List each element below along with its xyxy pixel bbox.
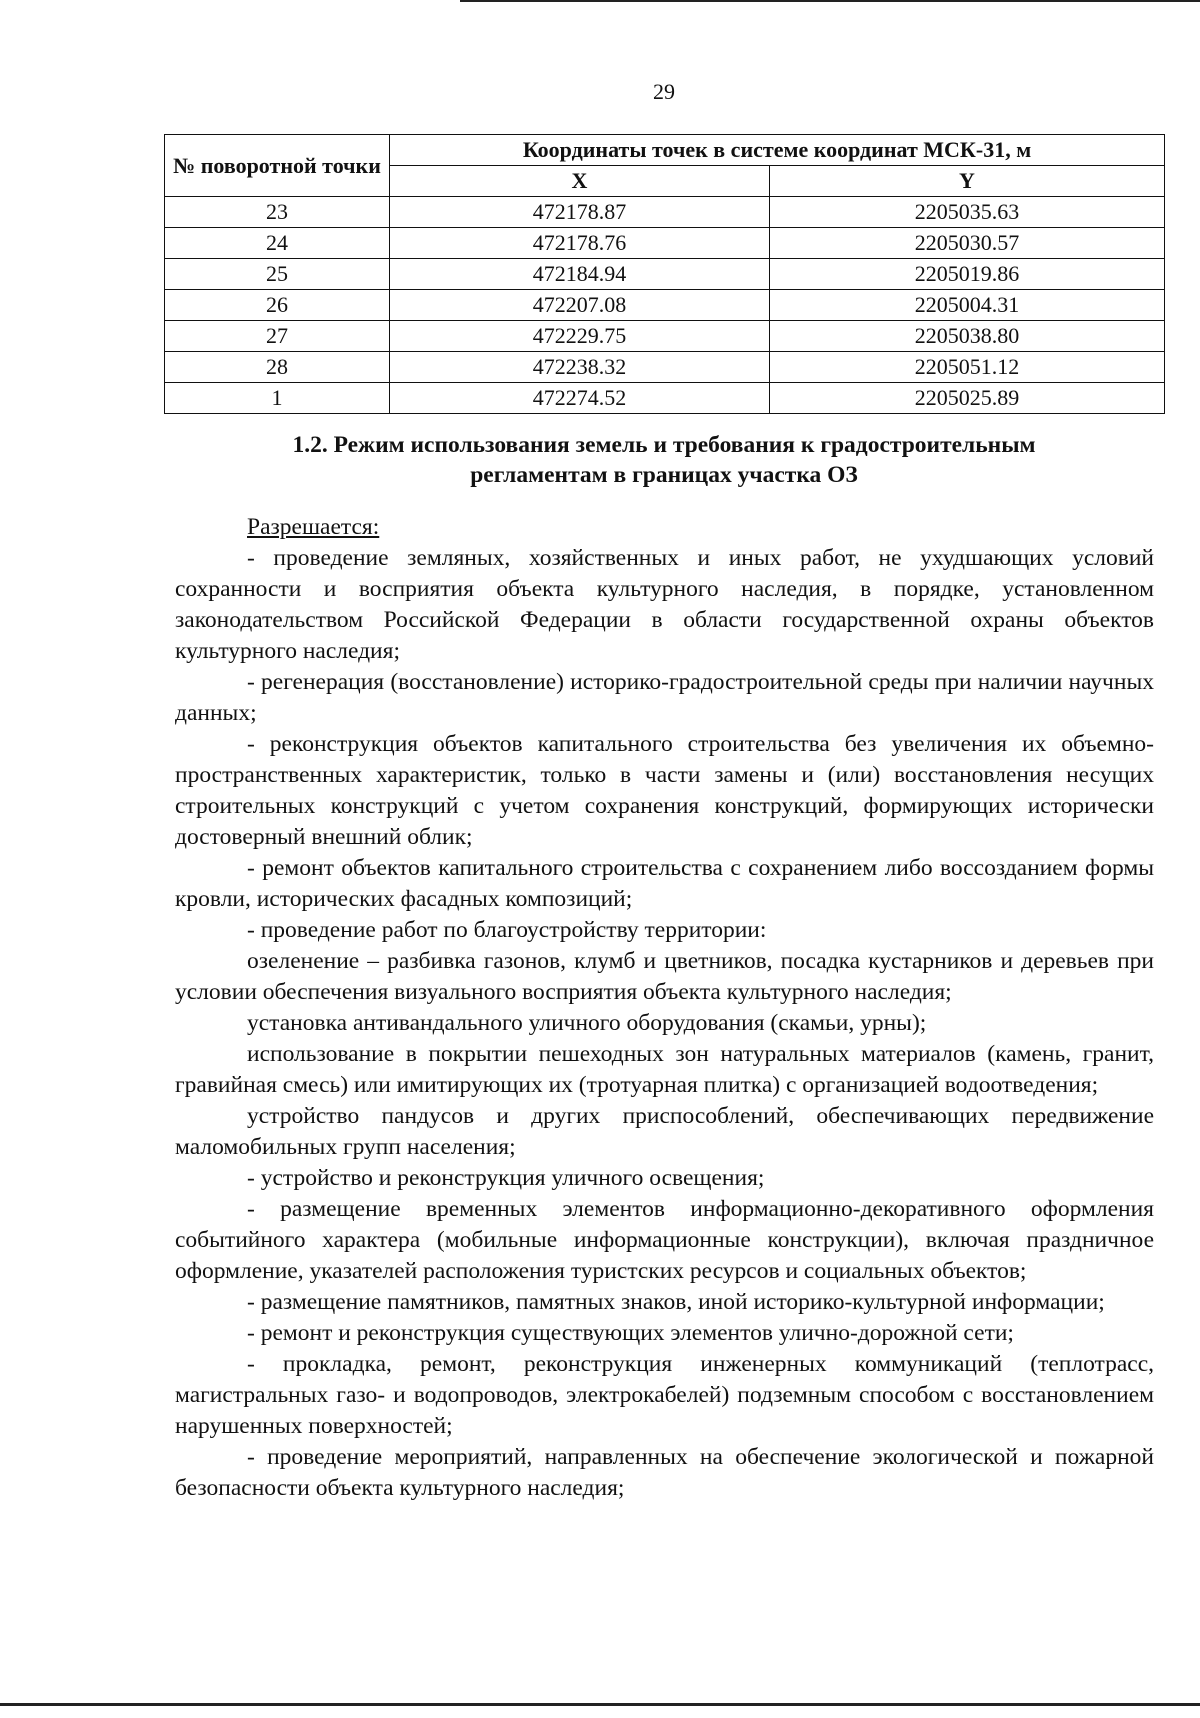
table-cell-y: 2205035.63: [770, 197, 1165, 228]
paragraph: - ремонт объектов капитального строительства с сохранением либо воссозданием формы кровли, исторических фасадных композиций;: [175, 855, 1154, 912]
paragraph: устройство пандусов и других приспособлений, обеспечивающих передвижение маломобильных групп населения;: [175, 1103, 1154, 1160]
header-y: Y: [770, 166, 1165, 197]
table-row: [165, 352, 1165, 383]
table-cell-y: 2205038.80: [770, 321, 1165, 352]
header-x: X: [390, 166, 770, 197]
table-header-row: [165, 135, 1165, 166]
paragraph: - размещение временных элементов информационно-декоративного оформления событийного характера (мобильные информационные конструкции), включая праздничное оформление, указателей расположения туристских ресурсов и социальных объектов;: [175, 1196, 1154, 1284]
page-number: 29: [653, 79, 675, 104]
table-cell-point: 26: [165, 290, 390, 321]
paragraph: озеленение – разбивка газонов, клумб и цветников, посадка кустарников и деревьев при условии обеспечения визуального восприятия объекта культурного наследия;: [175, 948, 1154, 1005]
table-cell-point: 25: [165, 259, 390, 290]
table-cell-x: 472207.08: [390, 290, 770, 321]
table-row: [165, 228, 1165, 259]
header-point-number: № поворотной точки: [165, 135, 390, 197]
paragraph: - проведение мероприятий, направленных на обеспечение экологической и пожарной безопасности объекта культурного наследия;: [175, 1444, 1154, 1501]
paragraph: - размещение памятников, памятных знаков, иной историко-культурной информации;: [247, 1289, 1105, 1315]
table-row: [165, 259, 1165, 290]
section-title-line-2: регламентам в границах участка ОЗ: [470, 462, 858, 488]
paragraph: использование в покрытии пешеходных зон натуральных материалов (камень, гранит, гравийная смесь) или имитирующих их (тротуарная плитка) с организацией водоотведения;: [175, 1041, 1154, 1098]
section-title: [164, 430, 1164, 490]
paragraph: установка антивандального уличного оборудования (скамьи, урны);: [247, 1010, 927, 1036]
table-row: [165, 290, 1165, 321]
section-title-line-1: 1.2. Режим использования земель и требования к градостроительным: [292, 432, 1036, 458]
table-cell-x: 472229.75: [390, 321, 770, 352]
table-cell-x: 472184.94: [390, 259, 770, 290]
table-cell-point: 1: [165, 383, 390, 414]
paragraph: - прокладка, ремонт, реконструкция инженерных коммуникаций (теплотрасс, магистральных газо- и водопроводов, электрокабелей) подземным способом с восстановлением нарушенных поверхностей;: [175, 1351, 1154, 1439]
allowed-heading: Разрешается:: [247, 514, 380, 540]
body-text: [175, 512, 1154, 1504]
table-cell-point: 27: [165, 321, 390, 352]
table-cell-point: 28: [165, 352, 390, 383]
table-cell-x: 472178.76: [390, 228, 770, 259]
table-row: [165, 383, 1165, 414]
paragraph: - проведение земляных, хозяйственных и иных работ, не ухудшающих условий сохранности и восприятия объекта культурного наследия, в порядке, установленном законодательством Российской Федерации в области государственной охраны объектов культурного наследия;: [175, 545, 1154, 664]
paragraph: - ремонт и реконструкция существующих элементов улично-дорожной сети;: [247, 1320, 1014, 1346]
paragraph: - проведение работ по благоустройству территории:: [247, 917, 767, 943]
header-coordinates: Координаты точек в системе координат МСК-31, м: [390, 135, 1165, 166]
table-cell-y: 2205030.57: [770, 228, 1165, 259]
table-cell-y: 2205051.12: [770, 352, 1165, 383]
table-cell-point: 23: [165, 197, 390, 228]
table-cell-x: 472178.87: [390, 197, 770, 228]
table-cell-y: 2205019.86: [770, 259, 1165, 290]
coordinates-table: [164, 134, 1165, 414]
paragraph: - реконструкция объектов капитального строительства без увеличения их объемно-пространственных характеристик, только в части замены и (или) восстановления несущих строительных конструкций с учетом сохранения конструкций, формирующих исторически достоверный внешний облик;: [175, 731, 1154, 850]
top-rule: [460, 0, 1200, 2]
table-cell-x: 472238.32: [390, 352, 770, 383]
table-row: [165, 321, 1165, 352]
paragraph: - устройство и реконструкция уличного освещения;: [247, 1165, 765, 1191]
table-cell-y: 2205025.89: [770, 383, 1165, 414]
table-body: [165, 197, 1165, 414]
table-cell-y: 2205004.31: [770, 290, 1165, 321]
bottom-rule: [0, 1703, 1200, 1706]
table-row: [165, 197, 1165, 228]
paragraph: - регенерация (восстановление) историко-градостроительной среды при наличии научных данных;: [175, 669, 1154, 726]
table-cell-x: 472274.52: [390, 383, 770, 414]
table-cell-point: 24: [165, 228, 390, 259]
